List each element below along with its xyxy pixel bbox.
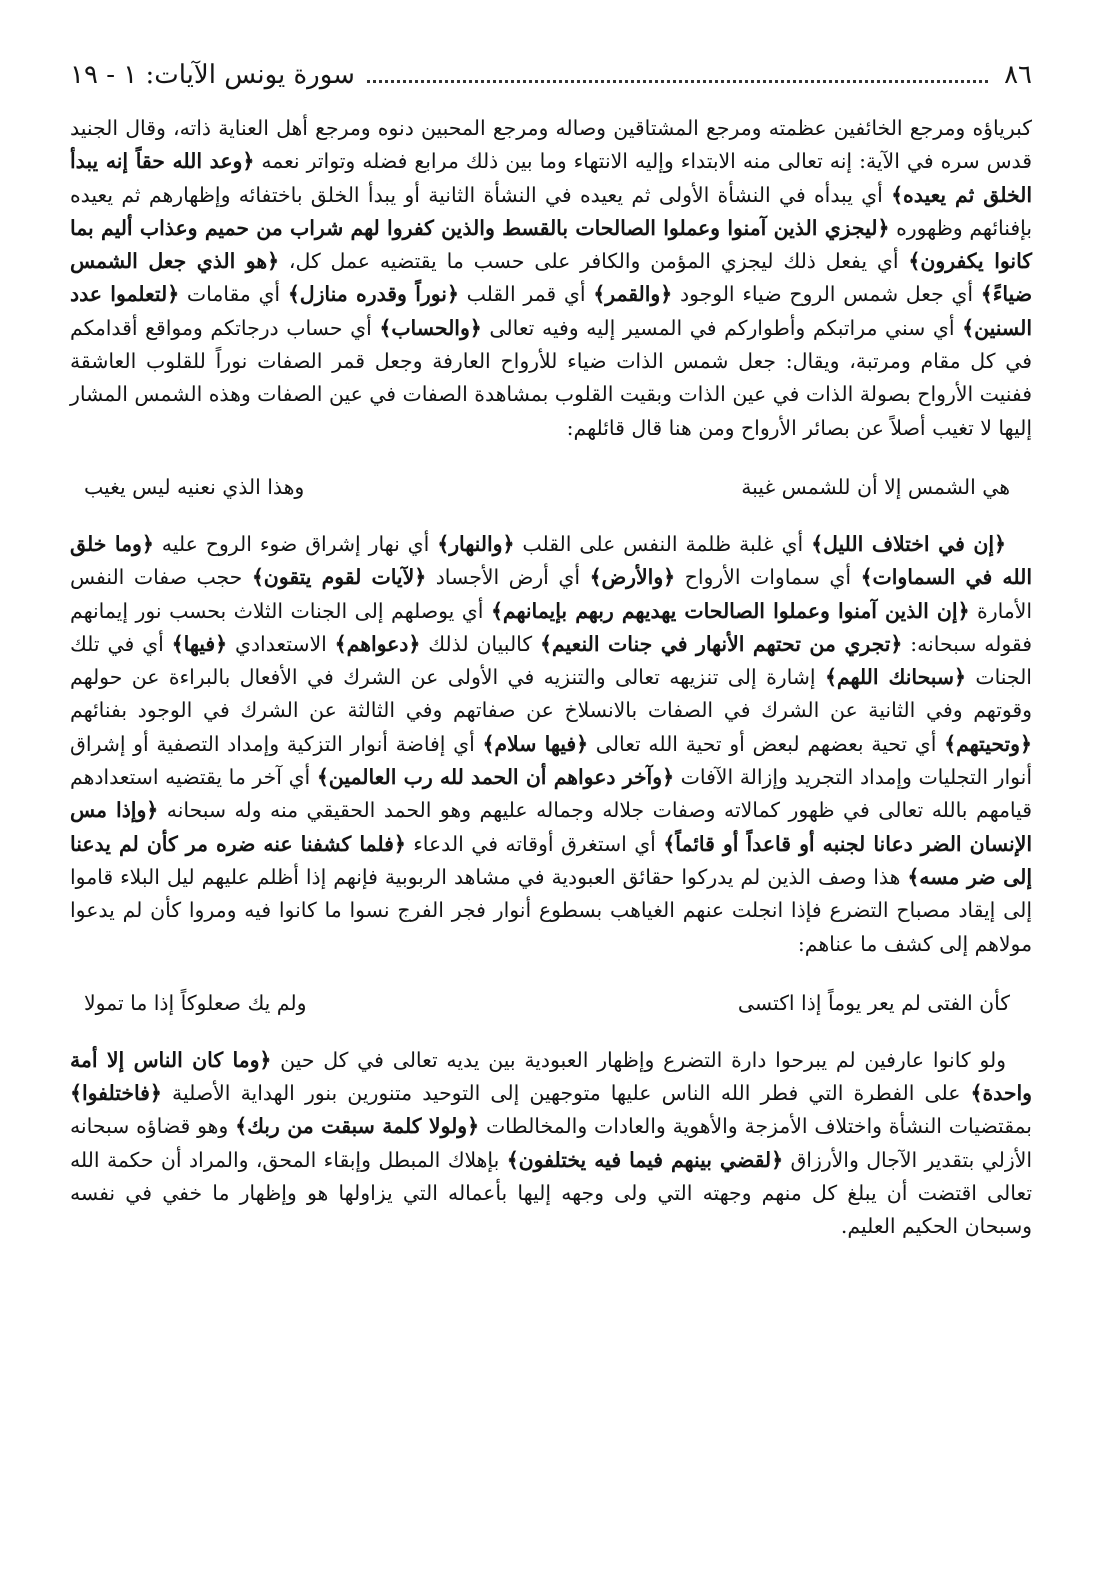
quran-quote: ﴿دعواهم﴾ bbox=[334, 631, 421, 656]
verse-hemistich-second: وهذا الذي نعنيه ليس يغيب bbox=[84, 474, 305, 499]
page-body bbox=[70, 112, 1032, 1244]
quran-quote: ﴿والحساب﴾ bbox=[379, 315, 482, 340]
paragraph bbox=[70, 528, 1032, 961]
quran-quote: ﴿لآيات لقوم يتقون﴾ bbox=[251, 565, 427, 590]
quran-quote: ﴿فاختلفوا﴾ bbox=[70, 1081, 162, 1106]
quran-quote: ﴿وآخر دعواهم أن الحمد لله رب العالمين﴾ bbox=[316, 765, 675, 790]
verse-hemistich-second: ولم يك صعلوكاً إذا ما تمولا bbox=[84, 990, 307, 1015]
poem-verse bbox=[70, 471, 1032, 504]
paragraph bbox=[70, 1044, 1032, 1244]
quran-quote: ﴿سبحانك اللهم﴾ bbox=[824, 665, 966, 690]
commentary-text: هذا وصف الذين لم يدركوا حقائق العبودية في مشاهد الربوبية فإنهم إذا أظلم عليهم ليل البلاء قاموا إلى إيقاد مصباح التضرع فإذا انجلت عنهم الغياهب بسطوع أنوار فجر الفرج نسوا ما كانوا فيه ومروا كأن لم يدعوا مولاهم إلى كشف ما عناهم: bbox=[70, 864, 1032, 956]
commentary-text: أي غلبة ظلمة النفس على القلب bbox=[514, 531, 812, 556]
commentary-text: حجب صفات النفس الأمارة bbox=[70, 565, 1033, 623]
commentary-text: أي يوصلهم إلى الجنات الثلاث بحسب نور إيمانهم فقوله سبحانه: bbox=[70, 598, 1032, 656]
quran-quote: ﴿وتحيتهم﴾ bbox=[944, 731, 1032, 756]
quran-quote: ﴿وإذا مس الإنسان الضر دعانا لجنبه أو قاعداً أو قائماً﴾ bbox=[70, 798, 1032, 856]
paragraph bbox=[70, 112, 1032, 445]
commentary-text: وهو قضاؤه سبحانه الأزلي بتقدير الآجال والأرزاق bbox=[70, 1114, 1033, 1172]
header-leader-dots bbox=[367, 79, 988, 83]
commentary-text: أي نهار إشراق ضوء الروح عليه bbox=[153, 531, 438, 556]
commentary-text: أي استغرق أوقاته في الدعاء bbox=[405, 831, 664, 856]
commentary-text: أي يبدأه في النشأة الأولى ثم يعيده في النشأة الثانية أو يبدأ الخلق باختفائه وإظهارهم ثم يعيده بإفنائهم وظهوره bbox=[70, 182, 1033, 240]
quran-quote: ﴿والأرض﴾ bbox=[589, 565, 676, 590]
verse-hemistich-first: هي الشمس إلا أن للشمس غيبة bbox=[741, 474, 1010, 499]
page-number: ٨٦ bbox=[1004, 60, 1032, 90]
commentary-text: ولو كانوا عارفين لم يبرحوا دارة التضرع وإظهار العبودية بين يديه تعالى في كل حين bbox=[271, 1047, 1007, 1072]
commentary-text: أي إفاضة أنوار التزكية وإمداد التصفية أو إشراق أنوار التجليات وإمداد التجريد وإزالة الآفات bbox=[70, 731, 1032, 790]
quran-quote: ﴿نوراً وقدره منازل﴾ bbox=[287, 282, 459, 307]
commentary-text: بمقتضيات النشأة واختلاف الأمزجة والأهوية والعادات والمخالطات bbox=[479, 1114, 1032, 1139]
quran-quote: ﴿والنهار﴾ bbox=[437, 531, 515, 556]
commentary-text: أي تحية بعضهم لبعض أو تحية الله تعالى bbox=[588, 731, 945, 756]
quran-quote: ﴿فيها﴾ bbox=[171, 631, 228, 656]
commentary-text: أي حساب درجاتكم ومواقع أقدامكم في كل مقام ومرتبة، ويقال: جعل شمس الذات ضياء للأرواح العارفة وجعل قمر الصفات نوراً للقلوب العاشقة ففنيت الأرواح بصولة الذات في عين الذات وبقيت القلوب بمشاهدة الصفات في عين الصفات وهذه الشمس المشار إليها لا تغيب أصلاً عن بصائر الأرواح ومن هنا قال قائلهم: bbox=[69, 315, 1032, 440]
quran-quote: ﴿وما خلق الله في السماوات﴾ bbox=[70, 531, 1032, 590]
quran-quote: ﴿إن الذين آمنوا وعملوا الصالحات يهديهم ربهم بإيمانهم﴾ bbox=[490, 598, 970, 623]
running-title: سورة يونس الآيات: ١ - ١٩ bbox=[70, 60, 355, 90]
commentary-text: أي سني مراتبكم وأطواركم في المسير إليه وفيه تعالى bbox=[481, 315, 963, 340]
quran-quote: ﴿لقضي بينهم فيما فيه يختلفون﴾ bbox=[506, 1147, 784, 1172]
quran-quote: ﴿إن في اختلاف الليل﴾ bbox=[811, 531, 1007, 556]
commentary-text: أي سماوات الأرواح bbox=[675, 565, 861, 590]
book-page bbox=[70, 60, 1032, 1244]
quran-quote: ﴿لتعلموا عدد السنين﴾ bbox=[70, 282, 1032, 340]
quran-quote: ﴿ليجزي الذين آمنوا وعملوا الصالحات بالقسط والذين كفروا لهم شراب من حميم وعذاب أليم بما كانوا يكفرون﴾ bbox=[70, 215, 1032, 274]
commentary-text: إشارة إلى تنزيهه تعالى والتنزيه في الأولى عن الشرك في الأفعال بالبراءة عن حولهم وقوتهم وفي الثانية عن الشرك في الصفات بالانسلاخ عن صفاتهم وفي الثالثة عن الشرك في الوجود بفنائهم bbox=[70, 665, 1032, 723]
commentary-text: أي آخر ما يقتضيه استعدادهم قيامهم بالله تعالى في ظهور كمالاته وصفات جلاله وجماله عليهم وهو الحمد الحقيقي منه وله سبحانه bbox=[70, 765, 1032, 823]
quran-quote: ﴿تجري من تحتهم الأنهار في جنات النعيم﴾ bbox=[539, 631, 903, 656]
quran-quote: ﴿وعد الله حقاً إنه يبدأ الخلق ثم يعيده﴾ bbox=[70, 149, 1032, 207]
verse-hemistich-first: كأن الفتى لم يعر يوماً إذا اكتسى bbox=[737, 990, 1010, 1015]
commentary-text: كبرياؤه ومرجع الخائفين عظمته ومرجع المشتاقين وصاله ومرجع المحبين دنوه ومرجع أهل العناية ذاته، وقال الجنيد قدس سره في الآية: إنه تعالى منه الابتداء وإليه الانتهاء وما بين ذلك مرابع فضله وتواتر نعمه bbox=[70, 116, 1032, 174]
poem-verse bbox=[70, 987, 1032, 1020]
commentary-text: الاستعدادي bbox=[227, 631, 335, 656]
commentary-text: أي قمر القلب bbox=[458, 282, 594, 307]
quran-quote: ﴿وما كان الناس إلا أمة واحدة﴾ bbox=[70, 1047, 1032, 1106]
quran-quote: ﴿والقمر﴾ bbox=[593, 282, 673, 307]
commentary-text: أي مقامات bbox=[179, 282, 288, 307]
page-header bbox=[70, 60, 1032, 100]
commentary-text: بإهلاك المبطل وإبقاء المحق، والمراد أن حكمة الله تعالى اقتضت أن يبلغ كل منهم وجهته التي ولى وجهه إليها بأعماله التي يزاولها هو وإظهار ما خفي في نفسه وسبحان الحكيم العليم. bbox=[70, 1147, 1032, 1239]
commentary-text: كالبيان لذلك bbox=[420, 631, 540, 656]
quran-quote: ﴿ولولا كلمة سبقت من ربك﴾ bbox=[235, 1114, 480, 1139]
commentary-text: أي في تلك الجنات bbox=[70, 631, 1032, 690]
commentary-text: أي يفعل ذلك ليجزي المؤمن والكافر على حسب ما يقتضيه عمل كل، bbox=[279, 249, 909, 274]
commentary-text: أي جعل شمس الروح ضياء الوجود bbox=[672, 282, 981, 307]
quran-quote: ﴿فلما كشفنا عنه ضره مر كأن لم يدعنا إلى ضر مسه﴾ bbox=[70, 831, 1032, 889]
commentary-text: على الفطرة التي فطر الله الناس عليها متوجهين إلى التوحيد متنورين بنور الهداية الأصلية bbox=[161, 1081, 971, 1106]
commentary-text: أي أرض الأجساد bbox=[426, 565, 590, 590]
quran-quote: ﴿هو الذي جعل الشمس ضياءً﴾ bbox=[70, 249, 1033, 307]
quran-quote: ﴿فيها سلام﴾ bbox=[482, 731, 589, 756]
